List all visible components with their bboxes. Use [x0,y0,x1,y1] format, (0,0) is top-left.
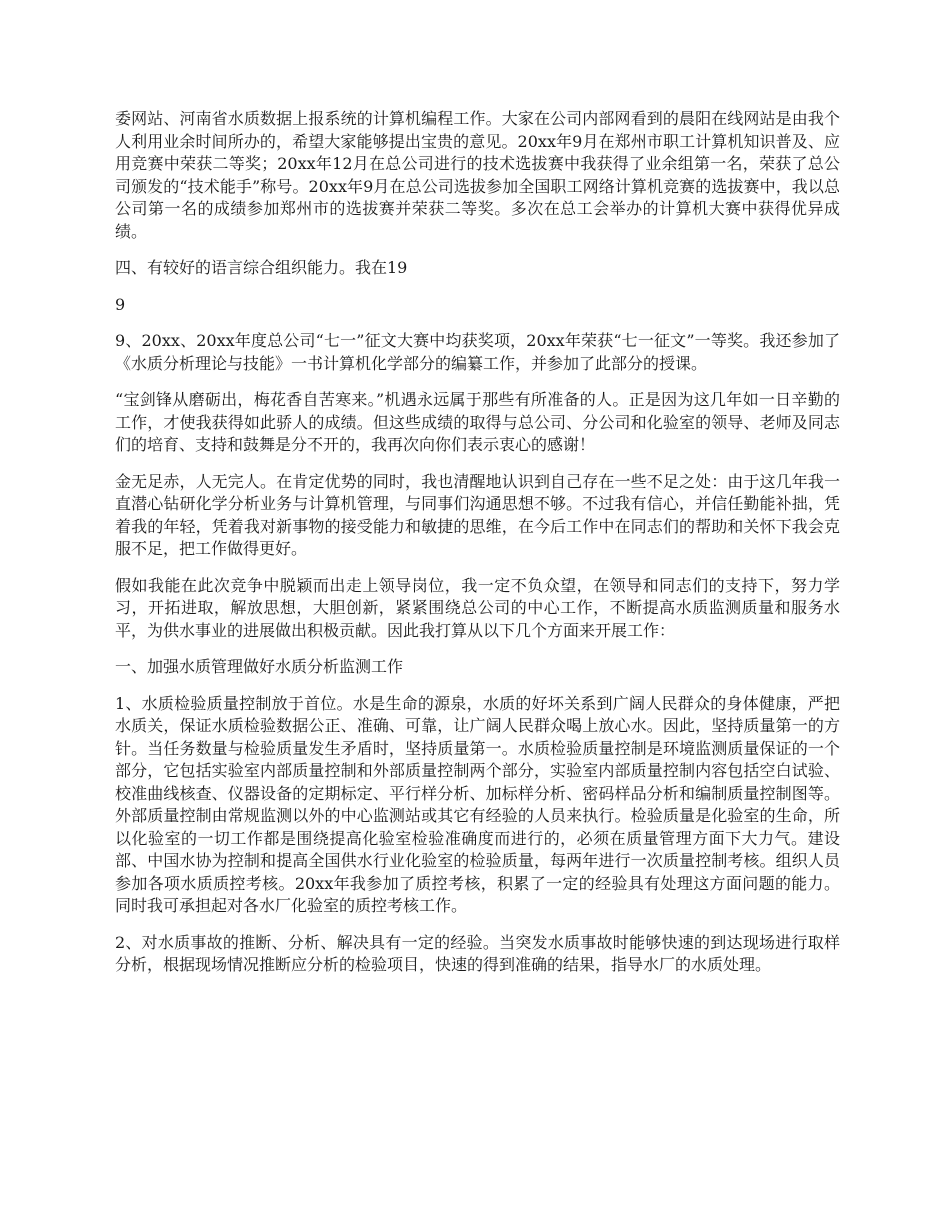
paragraph-quality-control: 1、水质检验质量控制放于首位。水是生命的源泉，水质的好坏关系到广阔人民群众的身体健康，严把水质关，保证水质检验数据公正、准确、可靠，让广阔人民群众喝上放心水。因此，坚持质量第一的方针。当任务数量与检验质量发生矛盾时，坚持质量第一。水质检验质量控制是环境监测质量保证的一个部分，它包括实验室内部质量控制和外部质量控制两个部分，实验室内部质量控制内容包括空白试验、校准曲线核查、仪器设备的定期标定、平行样分析、加标样分析、密码样品分析和编制质量控制图等。外部质量控制由常规监测以外的中心监测站或其它有经验的人员来执行。检验质量是化验室的生命，所以化验室的一切工作都是围绕提高化验室检验准确度而进行的，必须在质量管理方面下大力气。建设部、中国水协为控制和提高全国供水行业化验室的检验质量，每两年进行一次质量控制考核。组织人员参加各项水质质控考核。20xx年我参加了质控考核，积累了一定的经验具有处理这方面问题的能力。同时我可承担起对各水厂化验室的质控考核工作。 [115,693,840,915]
paragraph-essay-awards: 9、20xx、20xx年度总公司“七一”征文大赛中均获奖项，20xx年荣获“七一征文”一等奖。我还参加了《水质分析理论与技能》一书计算机化学部分的编纂工作，并参加了此部分的授课。 [115,331,840,373]
paragraph-shortcomings: 金无足赤，人无完人。在肯定优势的同时，我也清醒地认识到自己存在一些不足之处：由于这几年我一直潜心钻研化学分析业务与计算机管理，与同事们沟通思想不够。不过我有信心，并信任勤能补拙，凭着我的年轻，凭着我对新事物的接受能力和敏捷的思维，在今后工作中在同志们的帮助和关怀下我会克服不足，把工作做得更好。 [115,471,840,558]
paragraph-gratitude: “宝剑锋从磨砺出，梅花香自苦寒来。”机遇永远属于那些有所准备的人。正是因为这几年如一日辛勤的工作，才使我获得如此骄人的成绩。但这些成绩的取得与总公司、分公司和化验室的领导、老师及同志们的培育、支持和鼓舞是分不开的，我再次向你们表示衷心的感谢！ [115,390,840,454]
paragraph-computer-work: 委网站、河南省水质数据上报系统的计算机编程工作。大家在公司内部网看到的晨阳在线网站是由我个人利用业余时间所办的，希望大家能够提出宝贵的意见。20xx年9月在郑州市职工计算机知识普及、应用竞赛中荣获二等奖；20xx年12月在总公司进行的技术选拔赛中我获得了业余组第一名，荣获了总公司颁发的“技术能手”称号。20xx年9月在总公司选拔参加全国职工网络计算机竞赛的选拔赛中，我以总公司第一名的成绩参加郑州市的选拔赛并荣获二等奖。多次在总工会举办的计算机大赛中获得优异成绩。 [115,109,840,241]
paragraph-language-ability: 四、有较好的语言综合组织能力。我在19 [115,258,408,277]
section-heading-water-quality: 一、加强水质管理做好水质分析监测工作 [115,657,404,676]
paragraph-fragment-9: 9 [115,294,126,314]
paragraph-incident-handling: 2、对水质事故的推断、分析、解决具有一定的经验。当突发水质事故时能够快速的到达现场进行取样分析，根据现场情况推断应分析的检验项目，快速的得到准确的结果，指导水厂的水质处理。 [115,932,840,974]
paragraph-work-plan-intro: 假如我能在此次竞争中脱颖而出走上领导岗位，我一定不负众望，在领导和同志们的支持下，努力学习，开拓进取，解放思想，大胆创新，紧紧围绕总公司的中心工作，不断提高水质监测质量和服务水平，为供水事业的进展做出积极贡献。因此我打算从以下几个方面来开展工作： [115,575,840,640]
document-page [115,108,840,991]
